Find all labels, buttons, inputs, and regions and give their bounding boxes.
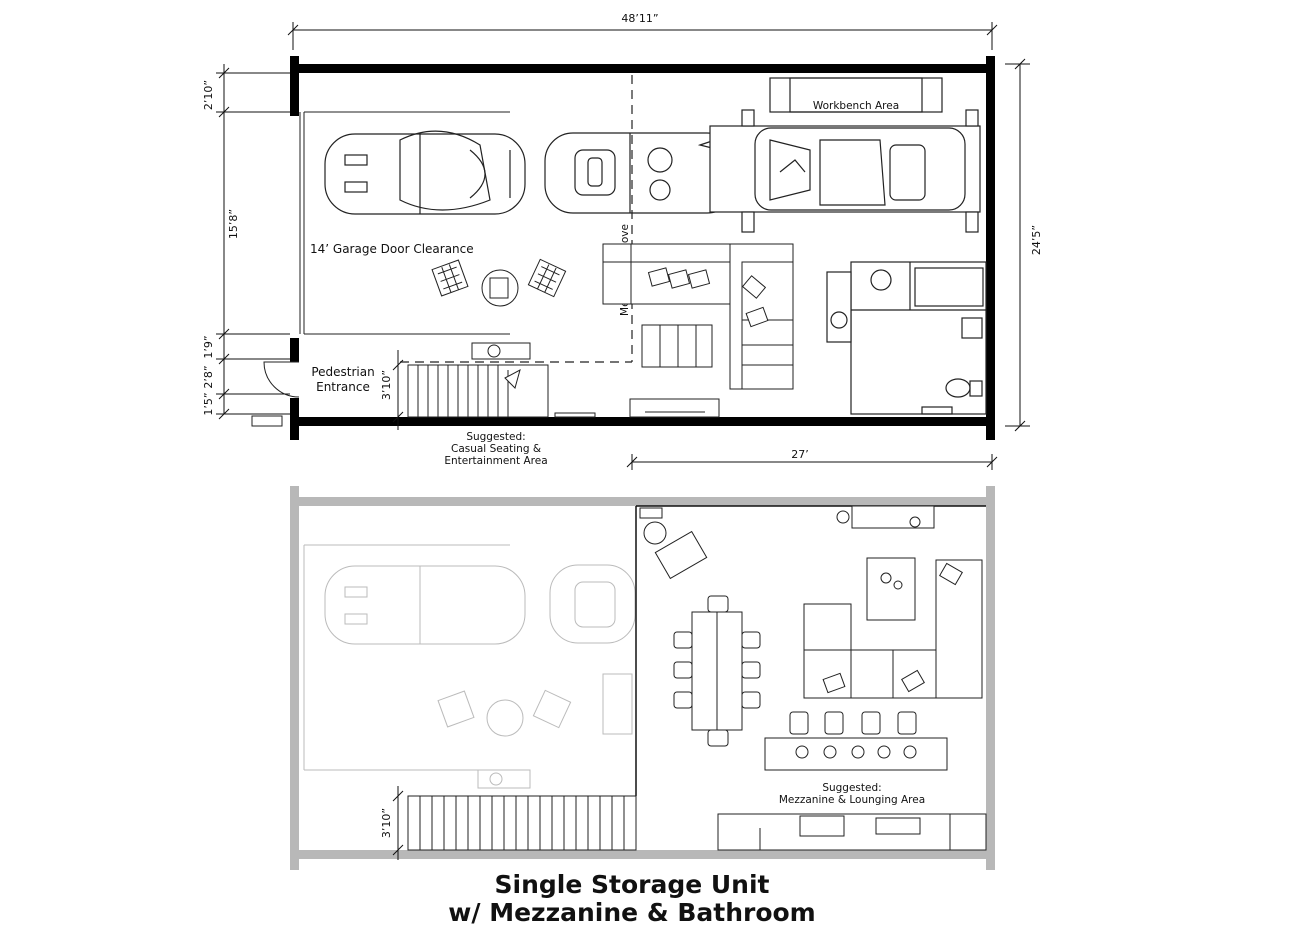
mezz-stair-dimension xyxy=(393,786,403,860)
suggested-ground-3: Entertainment Area xyxy=(444,455,548,467)
suggested-ground-2: Casual Seating & xyxy=(450,443,542,455)
overall-width-dimension xyxy=(288,22,997,50)
media-console xyxy=(837,506,934,528)
door-threshold xyxy=(555,413,595,417)
car-icon xyxy=(545,133,735,213)
suggested-mezz-1: Suggested: xyxy=(822,782,882,794)
lounge-sofa xyxy=(804,558,982,698)
pedestrian-label-2: Entrance xyxy=(316,380,370,394)
pedestrian-label-1: Pedestrian xyxy=(311,365,375,379)
appliance-icon xyxy=(472,343,530,359)
car-icon xyxy=(325,131,525,214)
tv-console xyxy=(630,399,719,417)
overall-width-label: 48’11” xyxy=(621,12,659,25)
garage-door-label: 14’ Garage Door Clearance xyxy=(310,242,474,256)
bar-counter xyxy=(765,712,947,770)
mezzanine-above-line xyxy=(400,75,632,362)
plan-title-line-1: Single Storage Unit xyxy=(494,870,770,899)
workbench-label: Workbench Area xyxy=(812,100,900,112)
reading-chair xyxy=(640,508,707,578)
suggested-mezz-2: Mezzanine & Lounging Area xyxy=(778,794,926,806)
bathroom xyxy=(827,262,986,414)
stair-dim-label: 3’10” xyxy=(380,369,393,401)
dim-1-5: 1’5” xyxy=(202,392,215,416)
kitchenette xyxy=(718,814,986,850)
mezzanine-floor-plan xyxy=(290,486,995,870)
left-dimension-chain xyxy=(216,64,290,419)
coffee-table xyxy=(642,325,712,367)
overall-depth-dimension xyxy=(1005,59,1030,431)
dim-15-8: 15’8” xyxy=(227,208,240,240)
mezz-stair-dim-label: 3’10” xyxy=(380,807,393,839)
mezzanine-width-dimension xyxy=(627,454,997,470)
overall-depth-label: 24’5” xyxy=(1030,224,1043,256)
ground-floor-plan xyxy=(202,12,1043,470)
stairs xyxy=(408,365,548,417)
dim-2-10: 2’10” xyxy=(202,79,215,111)
lounge-chairs xyxy=(432,259,566,306)
dining-table xyxy=(674,596,760,746)
dim-2-8: 2’8” xyxy=(202,365,215,389)
ghost-ground-elements xyxy=(304,545,635,788)
suggested-ground-1: Suggested: xyxy=(466,431,526,443)
plan-title-line-2: w/ Mezzanine & Bathroom xyxy=(448,898,816,927)
car-lift xyxy=(710,110,980,232)
mezzanine-stairs xyxy=(408,796,636,850)
mezzanine-width-label: 27’ xyxy=(791,448,809,461)
dim-1-9: 1’9” xyxy=(202,335,215,359)
